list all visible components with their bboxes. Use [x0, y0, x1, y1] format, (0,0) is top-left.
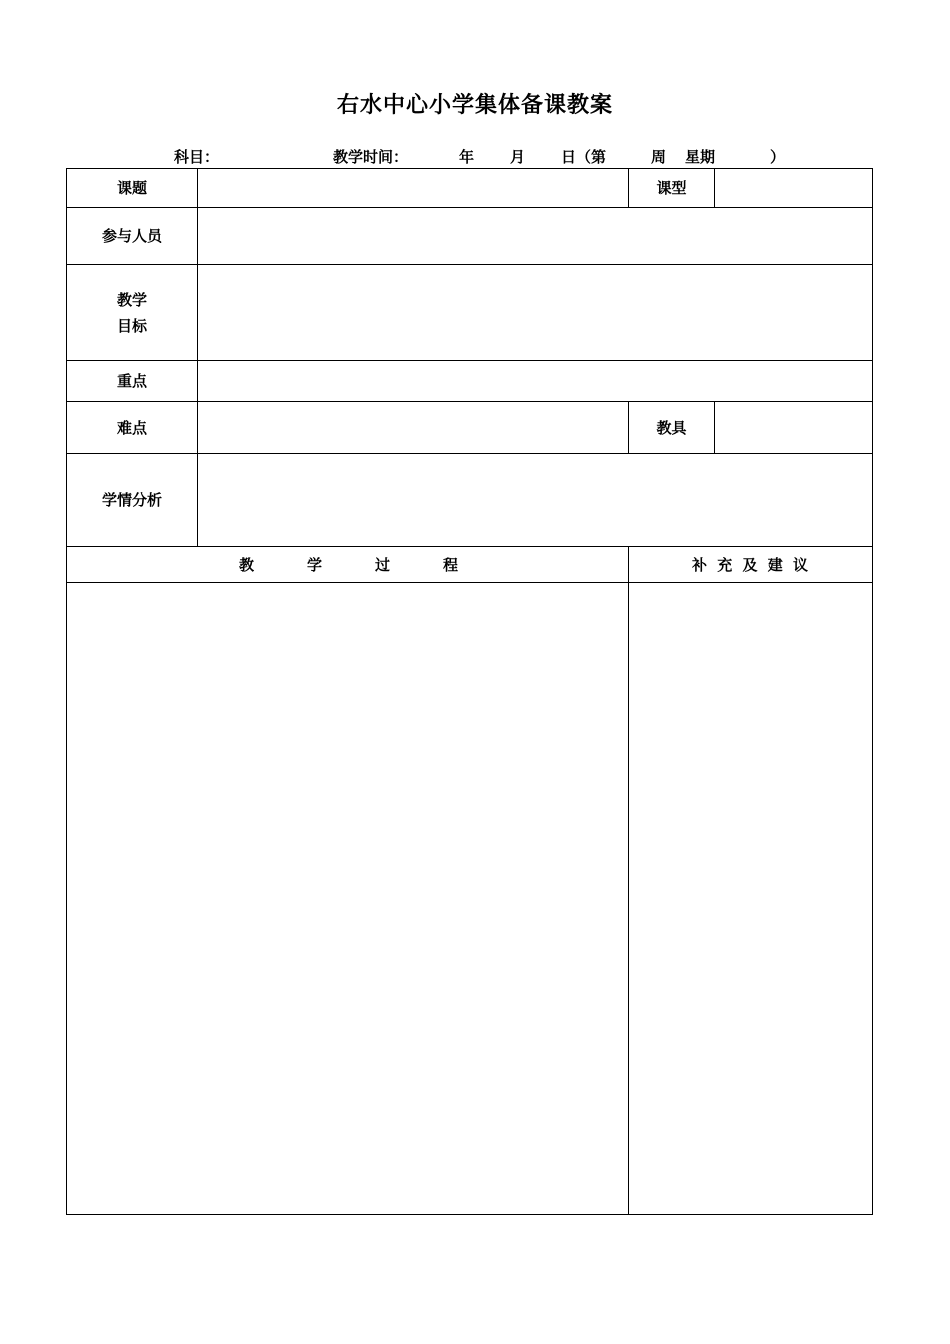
- lesson-plan-table: [66, 168, 873, 1215]
- lesson-type-label: 课型: [628, 168, 715, 208]
- process-content-area[interactable]: [66, 582, 629, 1215]
- supplement-char-1: 补: [692, 555, 708, 574]
- supplement-header: [628, 546, 873, 583]
- participants-label: 参与人员: [66, 207, 198, 265]
- objective-label: [66, 264, 198, 361]
- teaching-aids-label: 教具: [628, 401, 715, 454]
- month-label: 月: [510, 148, 526, 166]
- subject-label: 科目：: [174, 148, 220, 166]
- student-analysis-label: 学情分析: [66, 453, 198, 547]
- difficulty-field[interactable]: [197, 401, 629, 454]
- process-header: [66, 546, 629, 583]
- topic-field[interactable]: [197, 168, 629, 208]
- process-char-1: 教: [239, 555, 255, 574]
- supplement-char-3: 及: [742, 555, 758, 574]
- close-paren: ）: [770, 148, 786, 166]
- day-label: 日（第: [561, 148, 607, 166]
- supplement-char-2: 充: [717, 555, 733, 574]
- objective-field[interactable]: [197, 264, 873, 361]
- key-point-field[interactable]: [197, 360, 873, 402]
- teaching-aids-field[interactable]: [714, 401, 873, 454]
- supplement-char-4: 建: [767, 555, 783, 574]
- process-char-3: 过: [374, 555, 390, 574]
- year-label: 年: [459, 148, 475, 166]
- student-analysis-field[interactable]: [197, 453, 873, 547]
- lesson-type-field[interactable]: [714, 168, 873, 208]
- topic-label: 课题: [66, 168, 198, 208]
- page-title: 右水中心小学集体备课教案: [336, 93, 613, 118]
- week-label: 周: [651, 148, 667, 166]
- objective-label-line2: 目标: [116, 316, 147, 335]
- process-char-4: 程: [442, 555, 458, 574]
- supplement-content-area[interactable]: [628, 582, 873, 1215]
- key-point-label: 重点: [66, 360, 198, 402]
- weekday-label: 星期: [685, 148, 716, 166]
- difficulty-label: 难点: [66, 401, 198, 454]
- objective-label-line1: 教学: [116, 290, 147, 309]
- time-label: 教学时间：: [333, 148, 409, 166]
- process-char-2: 学: [306, 555, 322, 574]
- supplement-char-5: 议: [792, 555, 808, 574]
- participants-field[interactable]: [197, 207, 873, 265]
